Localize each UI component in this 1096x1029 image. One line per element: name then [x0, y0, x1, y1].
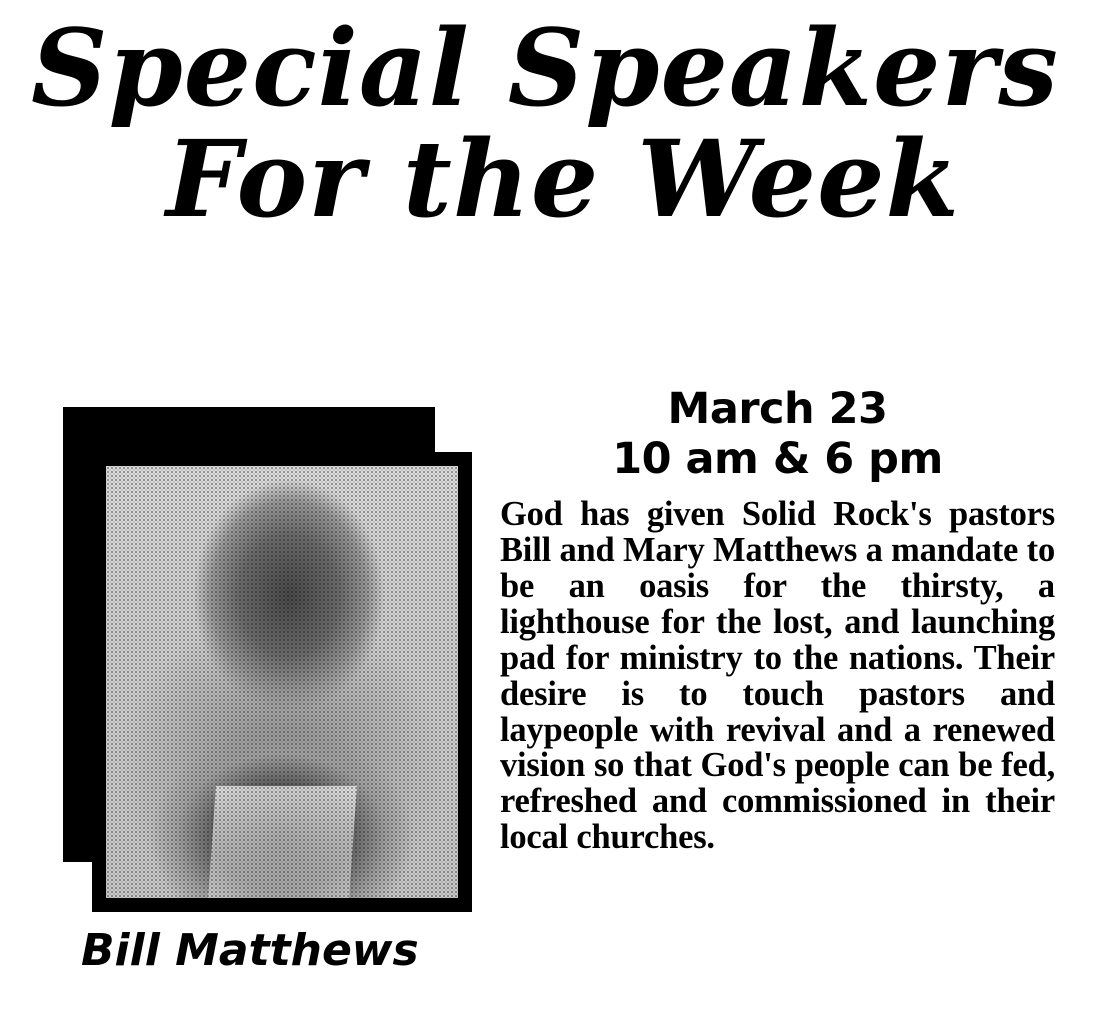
event-time: 10 am & 6 pm: [612, 434, 943, 485]
event-date: March 23: [667, 384, 888, 434]
article-body: [0, 385, 1096, 1025]
masthead-title-line-2: For the Week: [165, 115, 960, 241]
photo-image: [106, 466, 458, 898]
event-description: God has given Solid Rock's pastors Bill and Mary Matthews a mandate to be an oasis for the thirsty, a lighthouse for the lost, and launching pad for ministry to the nations. Their desire is to touch pastors and laypeople with revival and a renewed vision so that God's people can be fed, refreshed and commissioned in their local churches.: [500, 495, 1055, 857]
photo-frame: [92, 452, 472, 912]
portrait-collar: [208, 786, 357, 898]
speaker-photo-block: [55, 407, 475, 982]
event-details: [500, 385, 1055, 856]
speaker-name-caption: Bill Matthews: [81, 925, 419, 976]
speaker-portrait-icon: [106, 466, 458, 898]
masthead: [0, 5, 1096, 241]
masthead-title-line-1: Special Speakers: [31, 5, 1059, 130]
